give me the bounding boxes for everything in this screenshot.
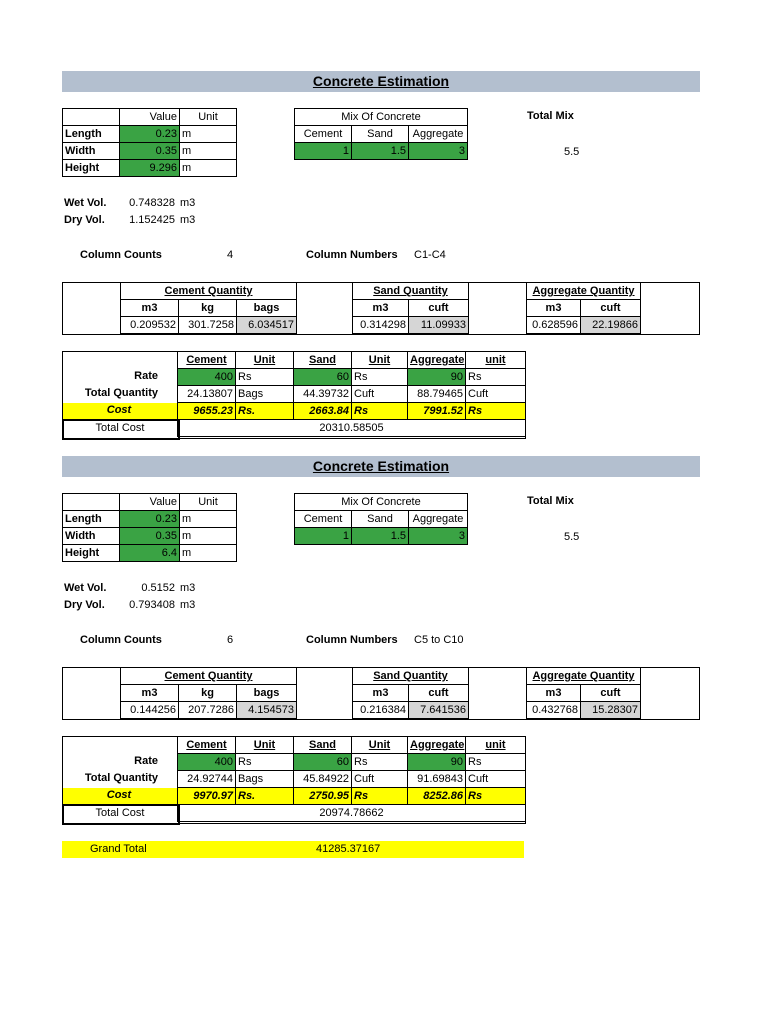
- cost-sand-unit: Rs: [352, 788, 408, 805]
- cost-unit-header: unit: [466, 352, 526, 369]
- rate-cement[interactable]: 400: [178, 369, 236, 386]
- cement-kg-header: kg: [179, 300, 237, 317]
- cement-quantity-table: [120, 282, 297, 334]
- sand-quantity-table: [352, 282, 469, 334]
- length-value-cell[interactable]: 0.23: [120, 126, 180, 143]
- rate-cement-unit: Rs: [236, 369, 294, 386]
- tq-sand-unit: Cuft: [352, 771, 408, 788]
- total-mix-label: Total Mix: [527, 110, 574, 122]
- cement-quantity-table: [120, 667, 297, 719]
- dry-vol-value: 1.152425: [129, 214, 175, 226]
- cost-sand: 2663.84: [294, 403, 352, 420]
- dimensions-table: [62, 493, 237, 562]
- tq-sand-unit: Cuft: [352, 386, 408, 403]
- width-unit: m: [180, 528, 237, 545]
- length-unit: m: [180, 511, 237, 528]
- cement-quantity-title: Cement Quantity: [121, 668, 297, 685]
- sand-cuft-header: cuft: [409, 300, 469, 317]
- cost-cement: 9970.97: [178, 788, 236, 805]
- section-title: Concrete Estimation: [312, 73, 450, 89]
- mix-title: Mix Of Concrete: [295, 109, 468, 126]
- tq-cement: 24.92744: [178, 771, 236, 788]
- aggregate-cuft-value: 22.19866: [581, 317, 641, 334]
- sand-quantity-table: [352, 667, 469, 719]
- total-mix-value: 5.5: [564, 146, 580, 158]
- total-mix-value: 5.5: [564, 531, 580, 543]
- width-unit: m: [180, 143, 237, 160]
- tq-aggregate-unit: Cuft: [466, 771, 526, 788]
- cement-bags-header: bags: [237, 300, 297, 317]
- wet-vol-unit: m3: [180, 582, 196, 594]
- column-numbers-value: C1-C4: [414, 249, 446, 261]
- aggregate-m3-header: m3: [527, 300, 581, 317]
- dry-vol-label: Dry Vol.: [64, 214, 105, 226]
- width-value-cell[interactable]: 0.35: [120, 143, 180, 160]
- rate-sand[interactable]: 60: [294, 369, 352, 386]
- column-numbers-value: C5 to C10: [414, 634, 464, 646]
- mix-cement-value[interactable]: 1: [295, 143, 352, 160]
- cement-m3-value: 0.209532: [121, 317, 179, 334]
- aggregate-quantity-title: Aggregate Quantity: [527, 283, 641, 300]
- length-unit: m: [180, 126, 237, 143]
- cost-label: Cost: [106, 789, 132, 801]
- length-label: Length: [63, 511, 120, 528]
- height-value-cell[interactable]: 6.4: [120, 545, 180, 562]
- cost-sand-header: Sand: [294, 352, 352, 369]
- sand-cuft-value: 7.641536: [409, 702, 469, 719]
- column-numbers-label: Column Numbers: [306, 249, 398, 261]
- height-label: Height: [63, 545, 120, 562]
- aggregate-m3-value: 0.628596: [527, 317, 581, 334]
- tq-cement: 24.13807: [178, 386, 236, 403]
- width-value-cell[interactable]: 0.35: [120, 528, 180, 545]
- aggregate-cuft-header: cuft: [581, 300, 641, 317]
- aggregate-quantity-table: [526, 667, 641, 719]
- unit-header: Unit: [180, 109, 237, 126]
- tq-cement-unit: Bags: [236, 771, 294, 788]
- wet-vol-unit: m3: [180, 197, 196, 209]
- mix-sand-value[interactable]: 1.5: [352, 528, 409, 545]
- rate-label: Rate: [134, 370, 158, 382]
- dry-vol-unit: m3: [180, 599, 196, 611]
- tq-sand: 45.84922: [294, 771, 352, 788]
- mix-aggregate-value[interactable]: 3: [409, 528, 468, 545]
- mix-aggregate-header: Aggregate: [409, 126, 468, 143]
- total-cost-value: 20310.58505: [178, 420, 526, 437]
- cement-kg-value: 301.7258: [179, 317, 237, 334]
- column-counts-label: Column Counts: [80, 249, 162, 261]
- aggregate-m3-value: 0.432768: [527, 702, 581, 719]
- dry-vol-unit: m3: [180, 214, 196, 226]
- grand-total-label: Grand Total: [90, 843, 147, 855]
- mix-cement-value[interactable]: 1: [295, 528, 352, 545]
- cost-unit-header: Unit: [352, 737, 408, 754]
- section-title: Concrete Estimation: [312, 458, 450, 474]
- rate-label: Rate: [134, 755, 158, 767]
- mix-aggregate-value[interactable]: 3: [409, 143, 468, 160]
- rate-aggregate[interactable]: 90: [408, 369, 466, 386]
- total-quantity-label: Total Quantity: [84, 772, 158, 784]
- cement-m3-header: m3: [121, 685, 179, 702]
- cost-table: [177, 736, 526, 822]
- cement-bags-value: 4.154573: [237, 702, 297, 719]
- sand-m3-header: m3: [353, 300, 409, 317]
- length-label: Length: [63, 126, 120, 143]
- section-title-banner: [62, 71, 700, 92]
- total-cost-label: Total Cost: [95, 422, 145, 434]
- column-counts-value: 6: [227, 634, 234, 646]
- column-counts-label: Column Counts: [80, 634, 162, 646]
- aggregate-cuft-value: 15.28307: [581, 702, 641, 719]
- mix-title: Mix Of Concrete: [295, 494, 468, 511]
- sand-m3-value: 0.216384: [353, 702, 409, 719]
- rate-cement[interactable]: 400: [178, 754, 236, 771]
- sand-cuft-value: 11.09933: [409, 317, 469, 334]
- rate-aggregate[interactable]: 90: [408, 754, 466, 771]
- tq-aggregate: 91.69843: [408, 771, 466, 788]
- cement-quantity-title: Cement Quantity: [121, 283, 297, 300]
- cost-unit-header: Unit: [352, 352, 408, 369]
- total-mix-label: Total Mix: [527, 495, 574, 507]
- aggregate-m3-header: m3: [527, 685, 581, 702]
- cost-cement-unit: Rs.: [236, 403, 294, 420]
- cement-m3-value: 0.144256: [121, 702, 179, 719]
- cost-label: Cost: [106, 404, 132, 416]
- cost-aggregate-unit: Rs: [466, 788, 526, 805]
- mix-table: [294, 493, 468, 545]
- width-label: Width: [63, 528, 120, 545]
- unit-header: Unit: [180, 494, 237, 511]
- sand-quantity-title: Sand Quantity: [353, 668, 469, 685]
- cement-kg-value: 207.7286: [179, 702, 237, 719]
- sand-quantity-title: Sand Quantity: [353, 283, 469, 300]
- tq-sand: 44.39732: [294, 386, 352, 403]
- dry-vol-label: Dry Vol.: [64, 599, 105, 611]
- cost-sand-header: Sand: [294, 737, 352, 754]
- height-unit: m: [180, 160, 237, 177]
- sand-m3-value: 0.314298: [353, 317, 409, 334]
- cost-unit-header: unit: [466, 737, 526, 754]
- cement-bags-header: bags: [237, 685, 297, 702]
- sand-m3-header: m3: [353, 685, 409, 702]
- tq-cement-unit: Bags: [236, 386, 294, 403]
- height-label: Height: [63, 160, 120, 177]
- wet-vol-label: Wet Vol.: [64, 582, 107, 594]
- estimation-section: [0, 385, 768, 819]
- section-title-banner: [62, 456, 700, 477]
- tq-aggregate-unit: Cuft: [466, 386, 526, 403]
- cost-cement: 9655.23: [178, 403, 236, 420]
- cost-unit-header: Unit: [236, 737, 294, 754]
- cement-bags-value: 6.034517: [237, 317, 297, 334]
- cost-sand: 2750.95: [294, 788, 352, 805]
- cost-aggregate: 8252.86: [408, 788, 466, 805]
- column-numbers-label: Column Numbers: [306, 634, 398, 646]
- mix-sand-header: Sand: [352, 126, 409, 143]
- height-value-cell[interactable]: 9.296: [120, 160, 180, 177]
- mix-sand-header: Sand: [352, 511, 409, 528]
- aggregate-quantity-title: Aggregate Quantity: [527, 668, 641, 685]
- cost-sand-unit: Rs: [352, 403, 408, 420]
- value-header: Value: [120, 109, 180, 126]
- sand-cuft-header: cuft: [409, 685, 469, 702]
- mix-table: [294, 108, 468, 160]
- cement-m3-header: m3: [121, 300, 179, 317]
- width-label: Width: [63, 143, 120, 160]
- rate-aggregate-unit: Rs: [466, 754, 526, 771]
- column-counts-value: 4: [227, 249, 234, 261]
- dry-vol-value: 0.793408: [129, 599, 175, 611]
- cement-kg-header: kg: [179, 685, 237, 702]
- total-cost-label: Total Cost: [95, 807, 145, 819]
- total-quantity-label: Total Quantity: [84, 387, 158, 399]
- cost-aggregate-header: Aggregate: [408, 737, 466, 754]
- total-cost-value: 20974.78662: [178, 805, 526, 822]
- rate-aggregate-unit: Rs: [466, 369, 526, 386]
- rate-sand-unit: Rs: [352, 754, 408, 771]
- rate-sand[interactable]: 60: [294, 754, 352, 771]
- estimation-section: [0, 0, 768, 434]
- aggregate-cuft-header: cuft: [581, 685, 641, 702]
- cost-aggregate: 7991.52: [408, 403, 466, 420]
- length-value-cell[interactable]: 0.23: [120, 511, 180, 528]
- cost-aggregate-unit: Rs: [466, 403, 526, 420]
- mix-aggregate-header: Aggregate: [409, 511, 468, 528]
- cost-aggregate-header: Aggregate: [408, 352, 466, 369]
- cost-unit-header: Unit: [236, 352, 294, 369]
- cost-cement-header: Cement: [178, 352, 236, 369]
- wet-vol-value: 0.5152: [141, 582, 175, 594]
- rate-sand-unit: Rs: [352, 369, 408, 386]
- wet-vol-value: 0.748328: [129, 197, 175, 209]
- mix-sand-value[interactable]: 1.5: [352, 143, 409, 160]
- height-unit: m: [180, 545, 237, 562]
- mix-cement-header: Cement: [295, 126, 352, 143]
- wet-vol-label: Wet Vol.: [64, 197, 107, 209]
- dimensions-table: [62, 108, 237, 177]
- tq-aggregate: 88.79465: [408, 386, 466, 403]
- value-header: Value: [120, 494, 180, 511]
- rate-cement-unit: Rs: [236, 754, 294, 771]
- aggregate-quantity-table: [526, 282, 641, 334]
- cost-cement-unit: Rs.: [236, 788, 294, 805]
- cost-cement-header: Cement: [178, 737, 236, 754]
- grand-total-value: 41285.37167: [316, 843, 381, 855]
- mix-cement-header: Cement: [295, 511, 352, 528]
